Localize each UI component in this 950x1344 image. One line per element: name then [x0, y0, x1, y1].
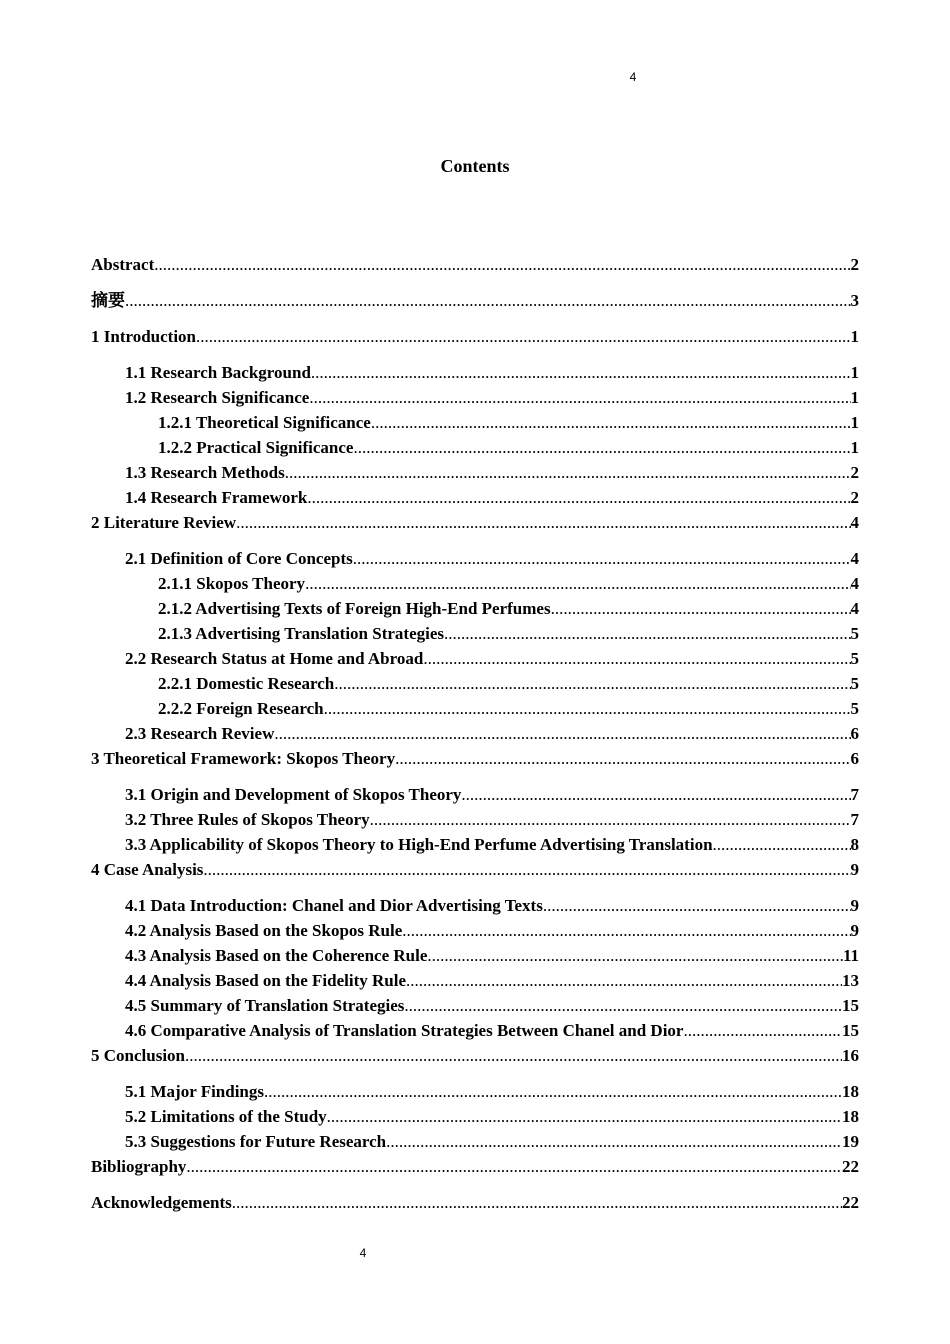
toc-entry-page-number: 5 [850, 674, 859, 693]
footer-page-number: 4 [359, 1246, 367, 1260]
toc-entry-title: 1.4 Research Framework [125, 488, 308, 507]
toc-entry-title: Acknowledgements [91, 1193, 232, 1212]
toc-entry-page-number: 6 [850, 724, 859, 743]
toc-dot-leader [185, 1043, 842, 1068]
toc-entry[interactable] [91, 621, 859, 646]
toc-entry-page-number: 7 [850, 785, 859, 804]
toc-dot-leader [274, 721, 850, 746]
toc-entry-page-number: 13 [842, 971, 859, 990]
toc-entry-title: 4.4 Analysis Based on the Fidelity Rule [125, 971, 407, 990]
toc-entry-title: 3 Theoretical Framework: Skopos Theory [91, 749, 396, 768]
toc-entry-title: 4.5 Summary of Translation Strategies [125, 996, 405, 1015]
toc-entry-title: 1.1 Research Background [125, 363, 311, 382]
toc-entry-title: 1.2 Research Significance [125, 388, 310, 407]
toc-entry-title: 1.2.2 Practical Significance [158, 438, 354, 457]
toc-entry-page-number: 11 [842, 946, 859, 965]
toc-entry[interactable] [91, 385, 859, 410]
toc-entry[interactable] [91, 968, 859, 993]
toc-entry-title: 3.1 Origin and Development of Skopos Theory [125, 785, 462, 804]
toc-dot-leader [311, 360, 851, 385]
toc-entry[interactable] [91, 485, 859, 510]
toc-entry[interactable] [91, 1079, 859, 1104]
toc-dot-leader [371, 410, 851, 435]
toc-dot-leader [309, 385, 850, 410]
toc-entry-page-number: 4 [850, 549, 859, 568]
toc-dot-leader [404, 993, 842, 1018]
toc-dot-leader [353, 546, 851, 571]
toc-entry-title: 2.2 Research Status at Home and Abroad [125, 649, 424, 668]
toc-entry-page-number: 16 [842, 1046, 859, 1065]
toc-entry-page-number: 18 [842, 1082, 859, 1101]
toc-entry[interactable] [91, 252, 859, 277]
toc-entry[interactable] [91, 721, 859, 746]
toc-dot-leader [395, 746, 850, 771]
toc-dot-leader [305, 571, 850, 596]
toc-entry[interactable] [91, 782, 859, 807]
toc-entry[interactable] [91, 596, 859, 621]
toc-dot-leader [402, 918, 850, 943]
toc-dot-leader [232, 1190, 842, 1215]
toc-entry[interactable] [91, 646, 859, 671]
toc-entry-page-number: 1 [850, 413, 859, 432]
toc-dot-leader [423, 646, 850, 671]
toc-entry-page-number: 4 [850, 599, 859, 618]
toc-entry-title: 2.1.2 Advertising Texts of Foreign High-End Perfumes [158, 599, 551, 618]
toc-dot-leader [406, 968, 842, 993]
toc-entry[interactable] [91, 1104, 859, 1129]
header-page-number: 4 [629, 70, 637, 84]
toc-entry-page-number: 8 [850, 835, 859, 854]
toc-dot-leader [713, 832, 851, 857]
toc-entry[interactable] [91, 410, 859, 435]
toc-entry[interactable] [91, 288, 859, 313]
toc-dot-leader [327, 1104, 842, 1129]
toc-entry[interactable] [91, 460, 859, 485]
toc-entry-title: 4 Case Analysis [91, 860, 204, 879]
toc-entry-title: 3.3 Applicability of Skopos Theory to High-End Perfume Advertising Translation [125, 835, 713, 854]
toc-dot-leader [386, 1129, 842, 1154]
toc-entry[interactable] [91, 1190, 859, 1215]
toc-entry[interactable] [91, 1154, 859, 1179]
toc-entry-page-number: 19 [842, 1132, 859, 1151]
toc-dot-leader [236, 510, 850, 535]
toc-entry-title: 4.1 Data Introduction: Chanel and Dior Advertising Texts [125, 896, 543, 915]
toc-entry[interactable] [91, 324, 859, 349]
toc-entry-title: 3.2 Three Rules of Skopos Theory [125, 810, 370, 829]
toc-entry[interactable] [91, 832, 859, 857]
toc-entry[interactable] [91, 1018, 859, 1043]
toc-entry-title: 1.2.1 Theoretical Significance [158, 413, 371, 432]
toc-entry-page-number: 2 [850, 463, 859, 482]
toc-entry-page-number: 9 [850, 860, 859, 879]
toc-entry-page-number: 18 [842, 1107, 859, 1126]
toc-entry-title: 2.1.1 Skopos Theory [158, 574, 306, 593]
toc-entry-title: 2 Literature Review [91, 513, 237, 532]
page-title: Contents [440, 156, 510, 176]
toc-dot-leader [543, 893, 851, 918]
toc-entry[interactable] [91, 746, 859, 771]
toc-entry-page-number: 2 [850, 488, 859, 507]
toc-entry-page-number: 5 [850, 649, 859, 668]
toc-entry-title: 2.2.1 Domestic Research [158, 674, 335, 693]
toc-entry[interactable] [91, 435, 859, 460]
toc-entry-page-number: 2 [850, 255, 859, 274]
toc-entry[interactable] [91, 360, 859, 385]
toc-entry-page-number: 1 [850, 327, 859, 346]
toc-entry-title: 4.6 Comparative Analysis of Translation Strategies Between Chanel and Dior [125, 1021, 684, 1040]
toc-dot-leader [307, 485, 850, 510]
toc-entry-title: 5.3 Suggestions for Future Research [125, 1132, 387, 1151]
toc-dot-leader [285, 460, 851, 485]
toc-entry-title: 2.1 Definition of Core Concepts [125, 549, 353, 568]
toc-entry[interactable] [91, 943, 859, 968]
toc-entry-title: 4.3 Analysis Based on the Coherence Rule [125, 946, 428, 965]
toc-entry-title: 2.2.2 Foreign Research [158, 699, 324, 718]
toc-entry-page-number: 5 [850, 699, 859, 718]
toc-dot-leader [196, 324, 850, 349]
toc-entry-title: 1.3 Research Methods [125, 463, 285, 482]
toc-entry-page-number: 15 [842, 1021, 859, 1040]
toc-entry-page-number: 6 [850, 749, 859, 768]
toc-entry[interactable] [91, 893, 859, 918]
toc-dot-leader [154, 252, 850, 277]
toc-dot-leader [324, 696, 851, 721]
toc-dot-leader [353, 435, 850, 460]
toc-entry[interactable] [91, 671, 859, 696]
toc-entry-page-number: 22 [842, 1193, 859, 1212]
toc-dot-leader [186, 1154, 842, 1179]
toc-entry-title: Bibliography [91, 1157, 187, 1176]
toc-entry-page-number: 3 [850, 291, 859, 310]
toc-dot-leader [461, 782, 850, 807]
toc-entry-page-number: 22 [842, 1157, 859, 1176]
toc-entry-title: 2.1.3 Advertising Translation Strategies [158, 624, 445, 643]
toc-entry[interactable] [91, 857, 859, 882]
toc-entry-page-number: 4 [850, 574, 859, 593]
toc-entry-page-number: 1 [850, 388, 859, 407]
toc-entry-page-number: 1 [850, 363, 859, 382]
toc-entry-page-number: 1 [850, 438, 859, 457]
toc-entry-title: 4.2 Analysis Based on the Skopos Rule [125, 921, 403, 940]
toc-entry-title: Abstract [91, 255, 155, 274]
toc-dot-leader [203, 857, 850, 882]
toc-dot-leader [125, 288, 851, 313]
toc-entry-page-number: 5 [850, 624, 859, 643]
toc-entry-page-number: 9 [850, 896, 859, 915]
toc-entry[interactable] [91, 510, 859, 535]
toc-dot-leader [551, 596, 851, 621]
toc-entry[interactable] [91, 696, 859, 721]
toc-entry[interactable] [91, 571, 859, 596]
toc-dot-leader [444, 621, 850, 646]
toc-dot-leader [683, 1018, 842, 1043]
toc-entry-page-number: 4 [850, 513, 859, 532]
toc-entry-page-number: 15 [842, 996, 859, 1015]
toc-dot-leader [334, 671, 850, 696]
toc-entry-page-number: 9 [850, 921, 859, 940]
toc-dot-leader [264, 1079, 842, 1104]
toc-entry-title: 1 Introduction [91, 327, 197, 346]
toc-entry-title: 5 Conclusion [91, 1046, 185, 1065]
toc-entry[interactable] [91, 1043, 859, 1068]
toc-entry[interactable] [91, 918, 859, 943]
toc-entry[interactable] [91, 807, 859, 832]
toc-entry-page-number: 7 [850, 810, 859, 829]
toc-entry-title: 5.1 Major Findings [125, 1082, 265, 1101]
toc-entry-title: 5.2 Limitations of the Study [125, 1107, 327, 1126]
table-of-contents [91, 252, 859, 1215]
toc-entry-title: 摘要 [91, 291, 125, 310]
toc-entry[interactable] [91, 1129, 859, 1154]
toc-entry[interactable] [91, 546, 859, 571]
toc-dot-leader [370, 807, 851, 832]
toc-entry[interactable] [91, 993, 859, 1018]
toc-dot-leader [427, 943, 843, 968]
toc-entry-title: 2.3 Research Review [125, 724, 275, 743]
